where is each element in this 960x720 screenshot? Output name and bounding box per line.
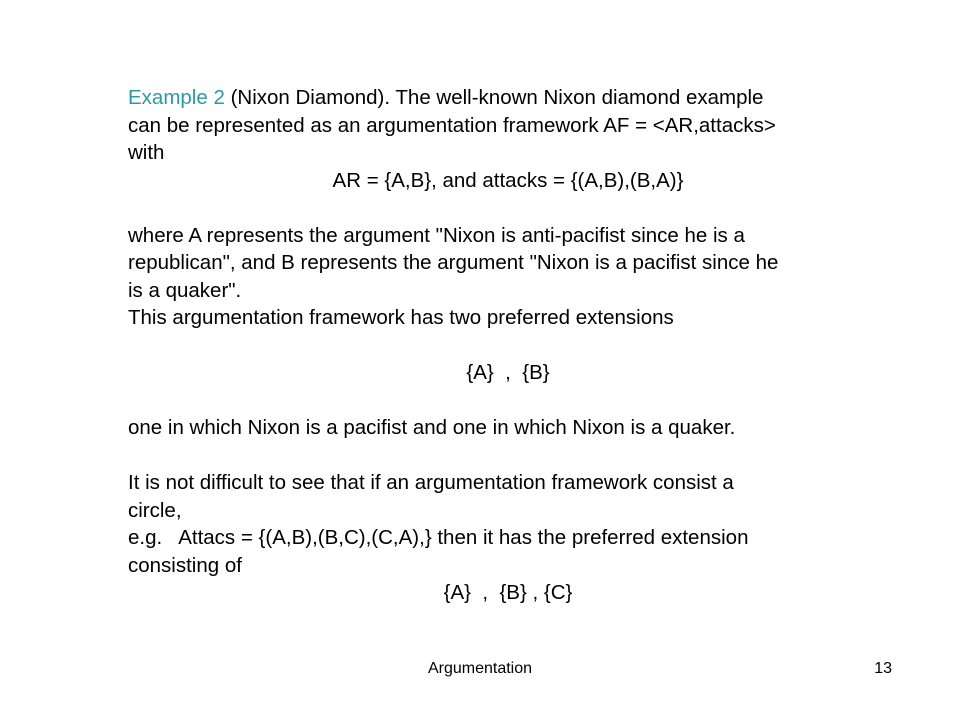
circle-line-2: circle, xyxy=(128,498,182,522)
preferred-line: This argumentation framework has two preferred extensions xyxy=(128,306,674,329)
spacer xyxy=(128,442,888,470)
extensions-line: {A} , {B} xyxy=(466,361,550,384)
definition-line: AR = {A,B}, and attacks = {(A,B),(B,A)} xyxy=(332,168,684,192)
framework-line: can be represented as an argumentation framework AF = <AR,attacks> xyxy=(128,113,776,137)
eg-text: Attacs = {(A,B),(B,C),(C,A),} then it has the preferred extension xyxy=(178,526,749,549)
example-label: Example 2 xyxy=(128,86,225,109)
slide-body xyxy=(128,84,888,607)
footer-title: Argumentation xyxy=(427,660,533,677)
spacer xyxy=(128,387,888,415)
intro-line xyxy=(128,84,888,112)
intro-text: The well-known Nixon diamond example xyxy=(395,86,764,109)
with-line: with xyxy=(128,141,165,164)
example-eg-line xyxy=(128,524,888,552)
argument-line-2: republican", and B represents the argument "Nixon is a pacifist since he xyxy=(128,251,779,274)
circle-line-1: It is not difficult to see that if an argumentation framework consist a xyxy=(128,471,734,494)
consisting-line: consisting of xyxy=(128,553,242,577)
argument-line-3: is a quaker". xyxy=(128,278,242,302)
example-title: (Nixon Diamond). xyxy=(230,86,391,109)
eg-prefix: e.g. xyxy=(128,526,163,549)
pacifist-line: one in which Nixon is a pacifist and one in which Nixon is a quaker. xyxy=(128,416,736,439)
extensions2-line: {A} , {B} , {C} xyxy=(443,581,573,604)
spacer xyxy=(128,194,888,222)
spacer xyxy=(128,332,888,360)
page-number: 13 xyxy=(874,660,892,677)
argument-line-1: where A represents the argument "Nixon is anti-pacifist since he is a xyxy=(128,223,745,247)
